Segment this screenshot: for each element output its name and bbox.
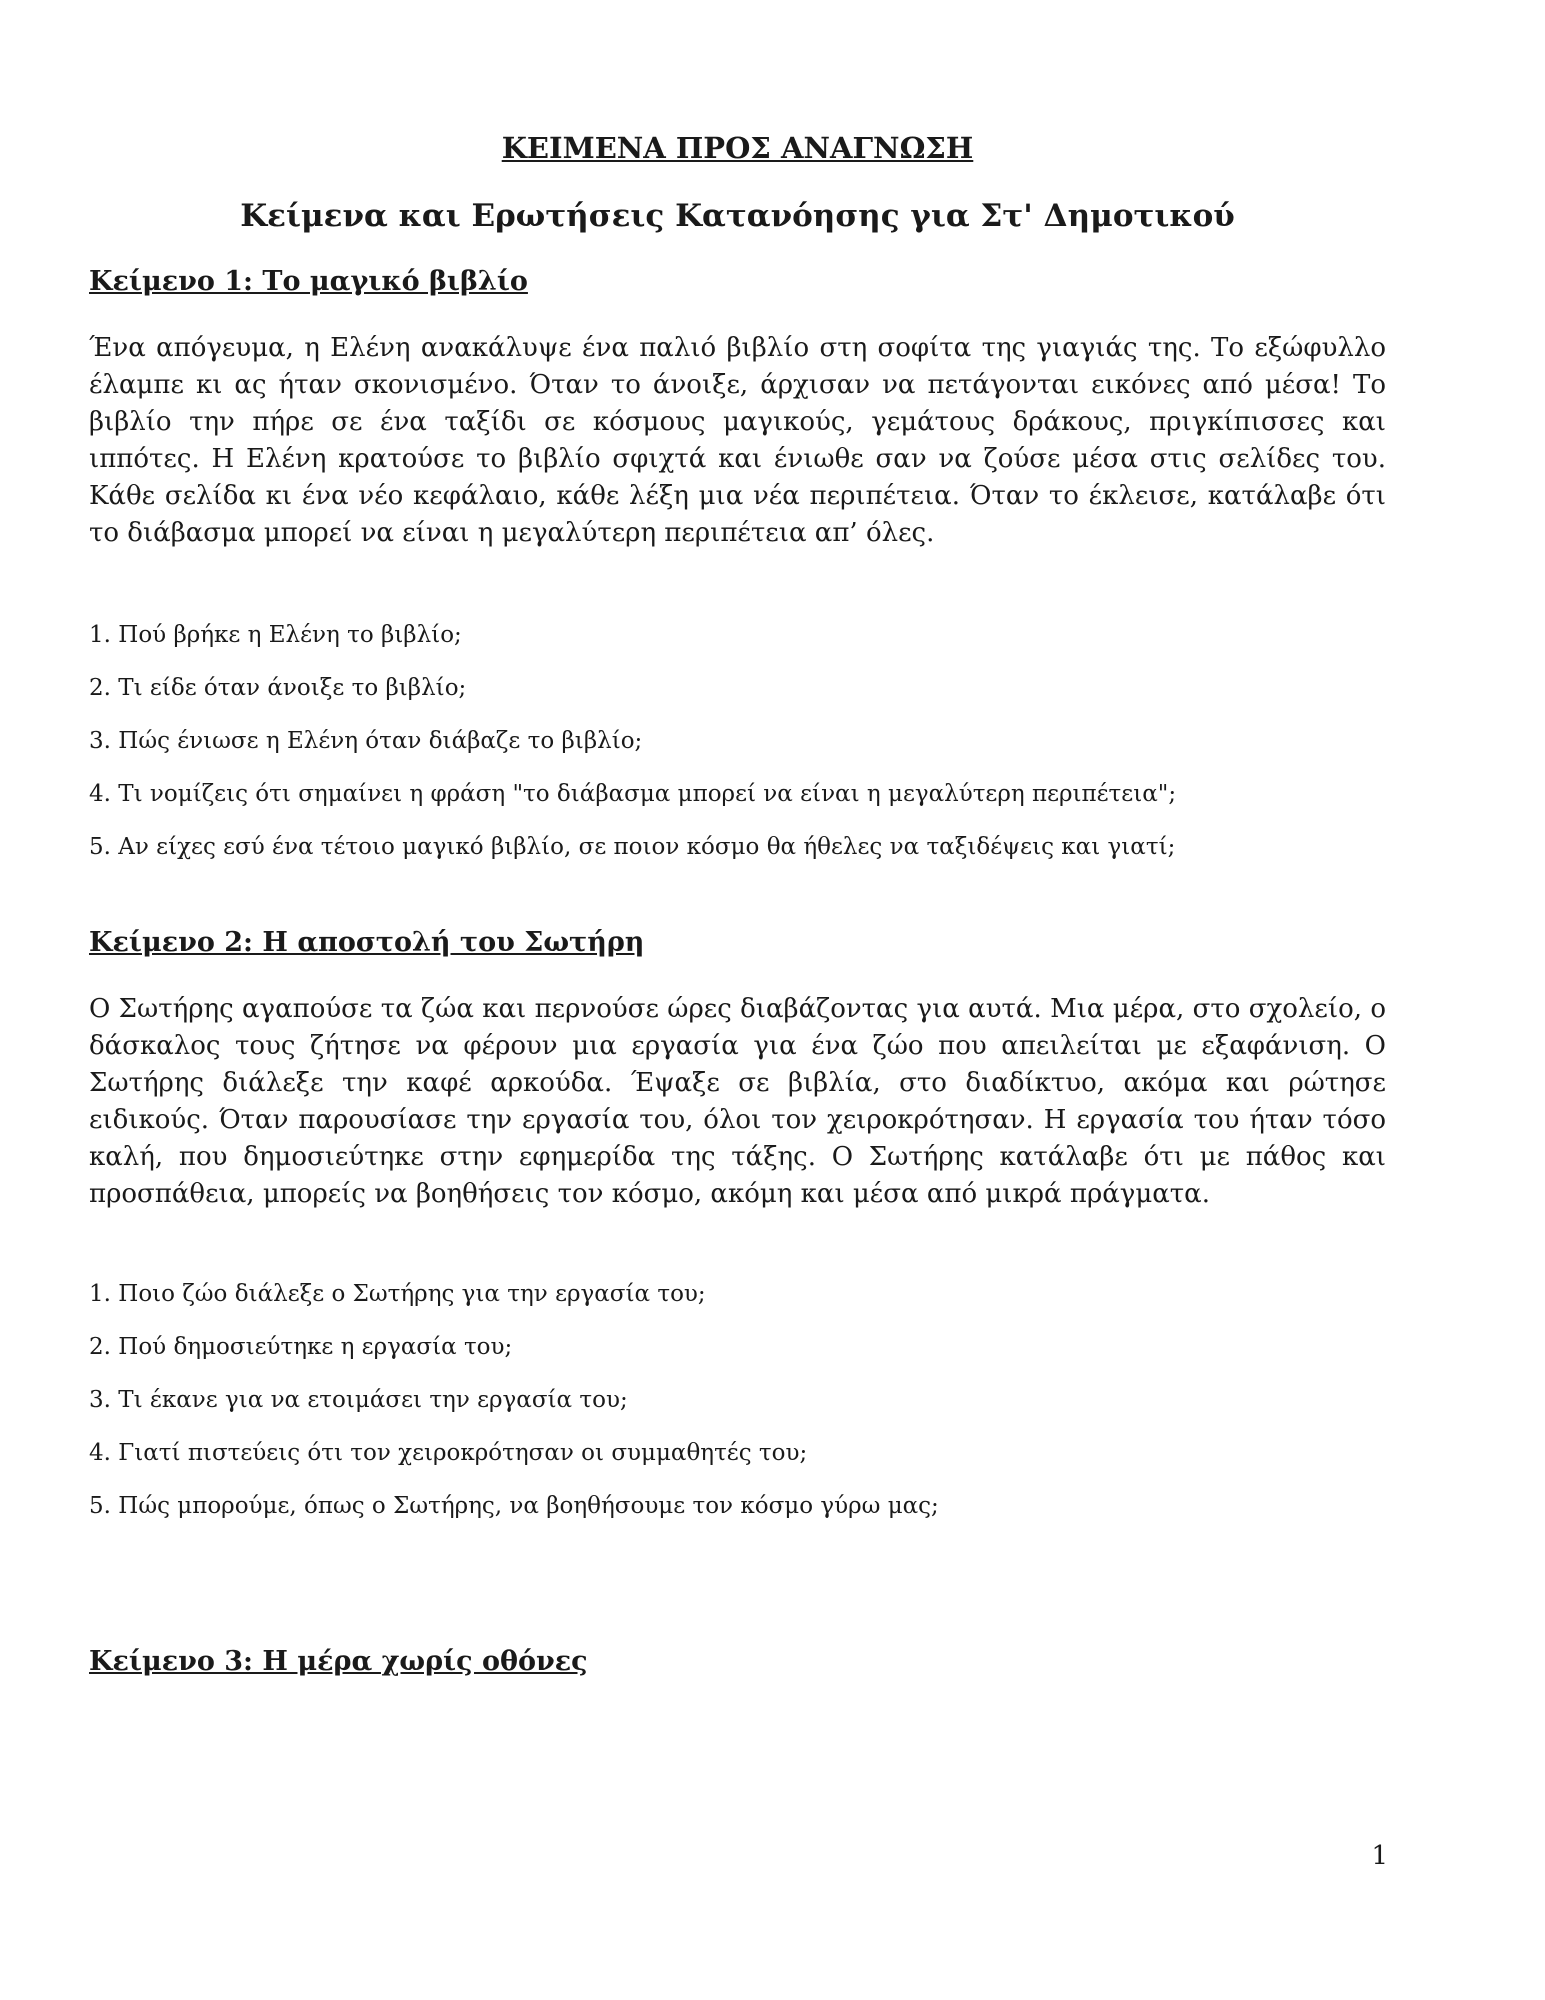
section-paragraph: Ο Σωτήρης αγαπούσε τα ζώα και περνούσε ώρες διαβάζοντας για αυτά. Μια μέρα, στο σχολείο, ο δάσκαλος τους ζήτησε να φέρουν μια εργασία για ένα ζώο που απειλείται με εξαφάνιση. Ο Σωτήρης διάλεξε την καφέ αρκούδα. Έψαξε σε βιβλία, στο διαδίκτυο, ακόμα και ρώτησε ειδικούς. Όταν παρουσίασε την εργασία του, όλοι τον χειροκρότησαν. Η εργασία του ήταν τόσο καλή, που δημοσιεύτηκε στην εφημερίδα της τάξης. Ο Σωτήρης κατάλαβε ότι με πάθος και προσπάθεια, μπορείς να βοηθήσεις τον κόσμο, ακόμη και μέσα από μικρά πράγματα. xyxy=(89,994,1386,1209)
question-list xyxy=(89,618,1386,864)
document-content xyxy=(89,128,1386,1681)
question-item: 5. Πώς μπορούμε, όπως ο Σωτήρης, να βοηθήσουμε τον κόσμο γύρω μας; xyxy=(89,1493,939,1519)
document-subtitle: Κείμενα και Ερωτήσεις Κατανόησης για Στ' Δημοτικού xyxy=(240,198,1235,234)
section-paragraph: Ένα απόγευμα, η Ελένη ανακάλυψε ένα παλιό βιβλίο στη σοφίτα της γιαγιάς της. Το εξώφυλλο έλαμπε κι ας ήταν σκονισμένο. Όταν το άνοιξε, άρχισαν να πετάγονται εικόνες από μέσα! Το βιβλίο την πήρε σε ένα ταξίδι σε κόσμους μαγικούς, γεμάτους δράκους, πριγκίπισσες και ιππότες. Η Ελένη κρατούσε το βιβλίο σφιχτά και ένιωθε σαν να ζούσε μέσα στις σελίδες του. Κάθε σελίδα κι ένα νέο κεφάλαιο, κάθε λέξη μια νέα περιπέτεια. Όταν το έκλεισε, κατάλαβε ότι το διάβασμα μπορεί να είναι η μεγαλύτερη περιπέτεια απ’ όλες. xyxy=(89,333,1386,548)
section-heading: Κείμενο 1: Το μαγικό βιβλίο xyxy=(89,266,528,297)
question-item: 3. Τι έκανε για να ετοιμάσει την εργασία του; xyxy=(89,1387,628,1413)
question-item: 3. Πώς ένιωσε η Ελένη όταν διάβαζε το βιβλίο; xyxy=(89,728,643,754)
question-item: 5. Αν είχες εσύ ένα τέτοιο μαγικό βιβλίο, σε ποιον κόσμο θα ήθελες να ταξιδέψεις και γιατί; xyxy=(89,834,1176,860)
question-item: 4. Τι νομίζεις ότι σημαίνει η φράση "το διάβασμα μπορεί να είναι η μεγαλύτερη περιπέτεια"; xyxy=(89,781,1177,807)
page-number: 1 xyxy=(1371,1841,1388,1871)
document-title: ΚΕΙΜΕΝΑ ΠΡΟΣ ΑΝΑΓΝΩΣΗ xyxy=(501,131,974,165)
question-item: 1. Ποιο ζώο διάλεξε ο Σωτήρης για την εργασία του; xyxy=(89,1281,706,1307)
section-text-3 xyxy=(89,1643,1386,1681)
section-heading: Κείμενο 3: Η μέρα χωρίς οθόνες xyxy=(89,1646,588,1677)
question-list xyxy=(89,1277,1386,1523)
question-item: 2. Τι είδε όταν άνοιξε το βιβλίο; xyxy=(89,675,467,701)
question-item: 1. Πού βρήκε η Ελένη το βιβλίο; xyxy=(89,622,462,648)
section-text-2 xyxy=(89,924,1386,1523)
question-item: 4. Γιατί πιστεύεις ότι τον χειροκρότησαν οι συμμαθητές του; xyxy=(89,1440,808,1466)
question-item: 2. Πού δημοσιεύτηκε η εργασία του; xyxy=(89,1334,513,1360)
section-heading: Κείμενο 2: Η αποστολή του Σωτήρη xyxy=(89,927,645,958)
section-text-1 xyxy=(89,263,1386,864)
